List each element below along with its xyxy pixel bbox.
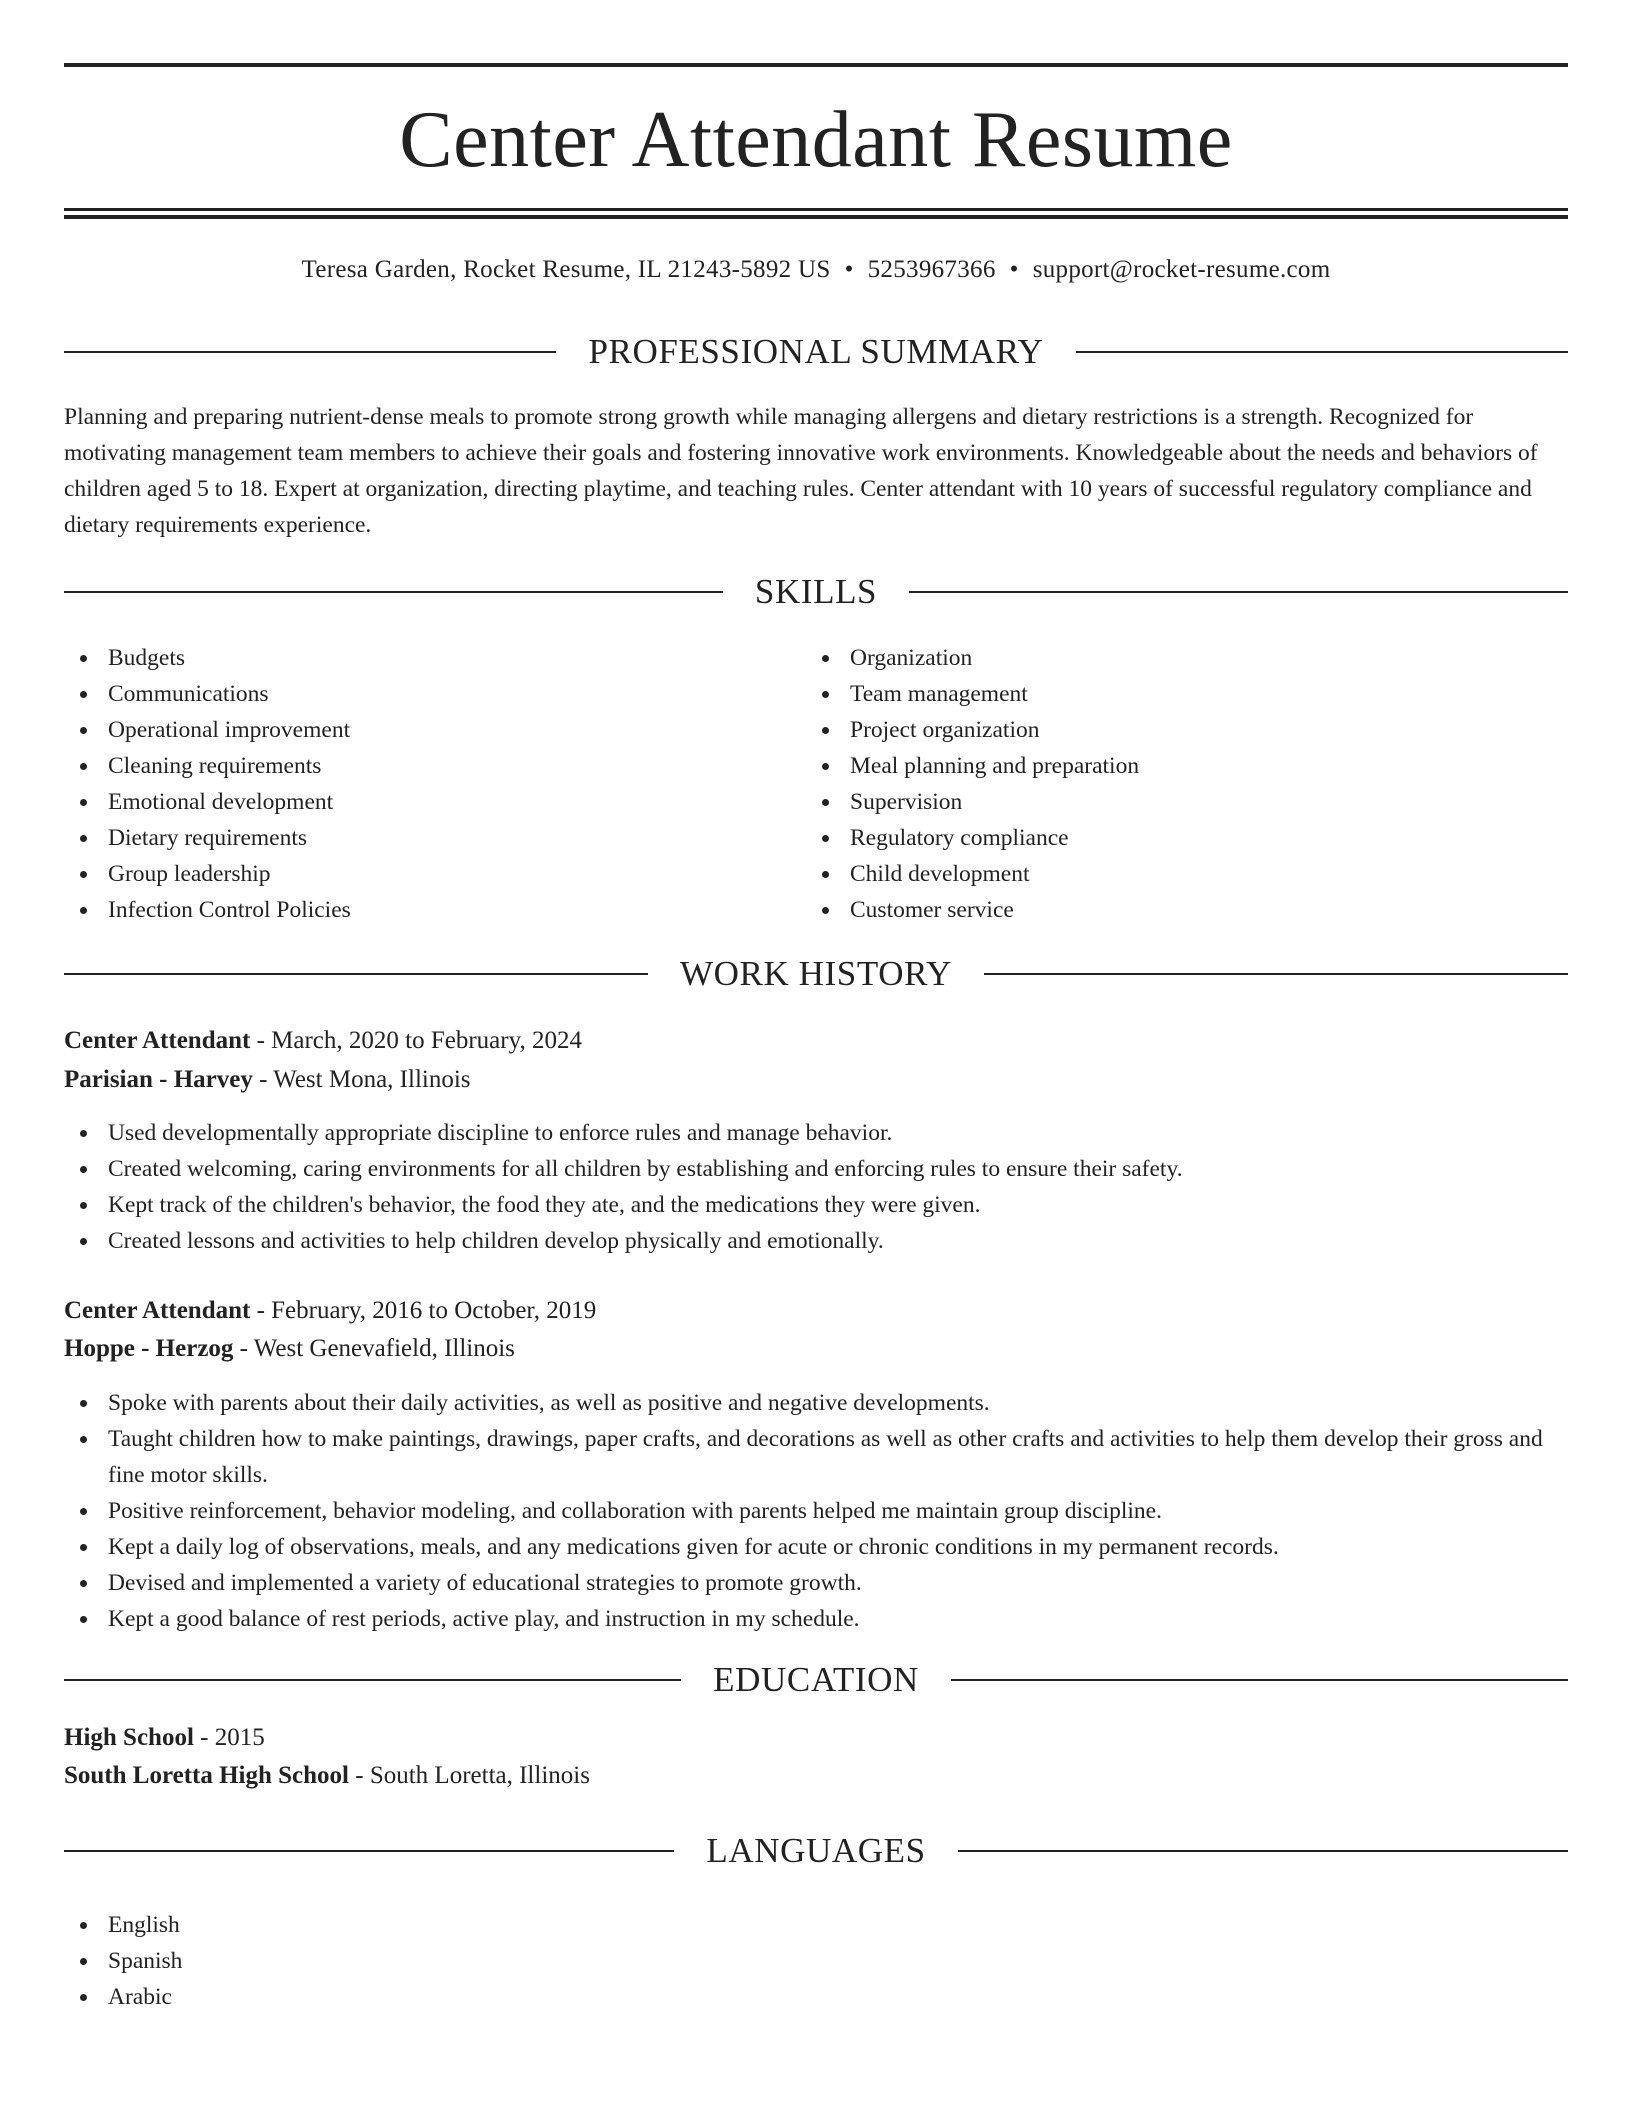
language-item: Arabic <box>64 1979 664 2015</box>
skill-item: Team management <box>806 676 1506 712</box>
job-dates: - February, 2016 to October, 2019 <box>250 1297 597 1324</box>
job-bullet: Used developmentally appropriate discipline to enforce rules and manage behavior. <box>64 1115 1568 1151</box>
job-location: - West Mona, Illinois <box>252 1066 471 1093</box>
contact-email[interactable]: support@rocket-resume.com <box>1032 256 1331 283</box>
job-bullet: Taught children how to make paintings, drawings, paper crafts, and decorations as well as other crafts and activities to help them develop their gross and fine motor skills. <box>64 1421 1568 1493</box>
summary-text: Planning and preparing nutrient-dense meals to promote strong growth while managing allergens and dietary restrictions is a strength. Recognized for motivating management team members to achieve their goals and fostering innovative work environments. Knowledgeable about the needs and behaviors of children aged 5 to 18. Expert at organization, directing playtime, and teaching rules. Center attendant with 10 years of successful regulatory compliance and dietary requirements experience. <box>64 404 1538 538</box>
skill-item: Group leadership <box>64 856 764 892</box>
job-bullet: Positive reinforcement, behavior modeling, and collaboration with parents helped me maintain group discipline. <box>64 1493 1568 1529</box>
job-title-line <box>64 1023 582 1059</box>
job-company-line <box>64 1062 471 1098</box>
job-bullets <box>64 1115 1568 1259</box>
job-bullet: Spoke with parents about their daily activities, as well as positive and negative developments. <box>64 1385 1568 1421</box>
skills-list-left <box>64 640 764 928</box>
job-dates: - March, 2020 to February, 2024 <box>250 1027 582 1054</box>
job-bullet: Kept a daily log of observations, meals, and any medications given for acute or chronic conditions in my permanent records. <box>64 1529 1568 1565</box>
job-company: Parisian - Harvey <box>64 1066 253 1093</box>
skill-item: Dietary requirements <box>64 820 764 856</box>
skill-item: Budgets <box>64 640 764 676</box>
languages-heading <box>64 1829 1568 1873</box>
skill-item: Supervision <box>806 784 1506 820</box>
language-item: English <box>64 1907 664 1943</box>
skill-item: Infection Control Policies <box>64 892 764 928</box>
job-bullet: Devised and implemented a variety of educational strategies to promote growth. <box>64 1565 1568 1601</box>
education-year: - 2015 <box>193 1724 265 1751</box>
job-title: Center Attendant <box>64 1027 251 1054</box>
education-school-line <box>64 1758 590 1794</box>
job-company: Hoppe - Herzog <box>64 1335 234 1362</box>
skills-list-right <box>806 640 1506 928</box>
top-rule <box>64 63 1568 67</box>
skill-item: Meal planning and preparation <box>806 748 1506 784</box>
job-title-line <box>64 1293 596 1329</box>
education-heading-label: EDUCATION <box>713 1660 919 1699</box>
job-location: - West Genevafield, Illinois <box>233 1335 515 1362</box>
skill-item: Organization <box>806 640 1506 676</box>
work-heading-label: WORK HISTORY <box>680 954 952 993</box>
job-title: Center Attendant <box>64 1297 251 1324</box>
heading-rule-left <box>64 1850 674 1852</box>
summary-heading-label: PROFESSIONAL SUMMARY <box>588 332 1044 371</box>
heading-rule-left <box>64 973 648 975</box>
heading-rule-right <box>909 591 1568 593</box>
contact-phone: 5253967366 <box>867 256 996 283</box>
heading-rule-right <box>951 1679 1568 1681</box>
skill-item: Project organization <box>806 712 1506 748</box>
summary-heading <box>64 330 1568 374</box>
languages-heading-label: LANGUAGES <box>706 1831 926 1870</box>
skills-heading <box>64 570 1568 614</box>
heading-rule-right <box>1076 351 1568 353</box>
skill-item: Cleaning requirements <box>64 748 764 784</box>
heading-rule-right <box>958 1850 1568 1852</box>
job-bullet: Kept track of the children's behavior, the food they ate, and the medications they were given. <box>64 1187 1568 1223</box>
skill-item: Regulatory compliance <box>806 820 1506 856</box>
heading-rule-left <box>64 591 723 593</box>
title-rule-upper <box>64 208 1568 211</box>
heading-rule-right <box>984 973 1568 975</box>
work-heading <box>64 952 1568 996</box>
job-company-line <box>64 1331 515 1367</box>
education-location: - South Loretta, Illinois <box>349 1762 590 1789</box>
education-degree: High School <box>64 1724 194 1751</box>
title-rule-lower <box>64 215 1568 219</box>
language-item: Spanish <box>64 1943 664 1979</box>
job-bullet: Kept a good balance of rest periods, active play, and instruction in my schedule. <box>64 1601 1568 1637</box>
skill-item: Child development <box>806 856 1506 892</box>
skill-item: Communications <box>64 676 764 712</box>
contact-line <box>64 253 1568 287</box>
skills-heading-label: SKILLS <box>754 572 878 611</box>
skill-item: Emotional development <box>64 784 764 820</box>
resume-title: Center Attendant Resume <box>399 96 1233 184</box>
languages-list <box>64 1907 664 2015</box>
education-degree-line <box>64 1720 265 1756</box>
heading-rule-left <box>64 1679 681 1681</box>
contact-separator: • <box>844 256 854 283</box>
heading-rule-left <box>64 351 556 353</box>
skill-item: Customer service <box>806 892 1506 928</box>
skill-item: Operational improvement <box>64 712 764 748</box>
job-bullets <box>64 1385 1568 1637</box>
job-bullet: Created welcoming, caring environments for all children by establishing and enforcing rules to ensure their safety. <box>64 1151 1568 1187</box>
education-heading <box>64 1658 1568 1702</box>
contact-separator: • <box>1009 256 1019 283</box>
education-school: South Loretta High School <box>64 1762 349 1789</box>
contact-address: Teresa Garden, Rocket Resume, IL 21243-5892 US <box>301 256 831 283</box>
job-bullet: Created lessons and activities to help children develop physically and emotionally. <box>64 1223 1568 1259</box>
